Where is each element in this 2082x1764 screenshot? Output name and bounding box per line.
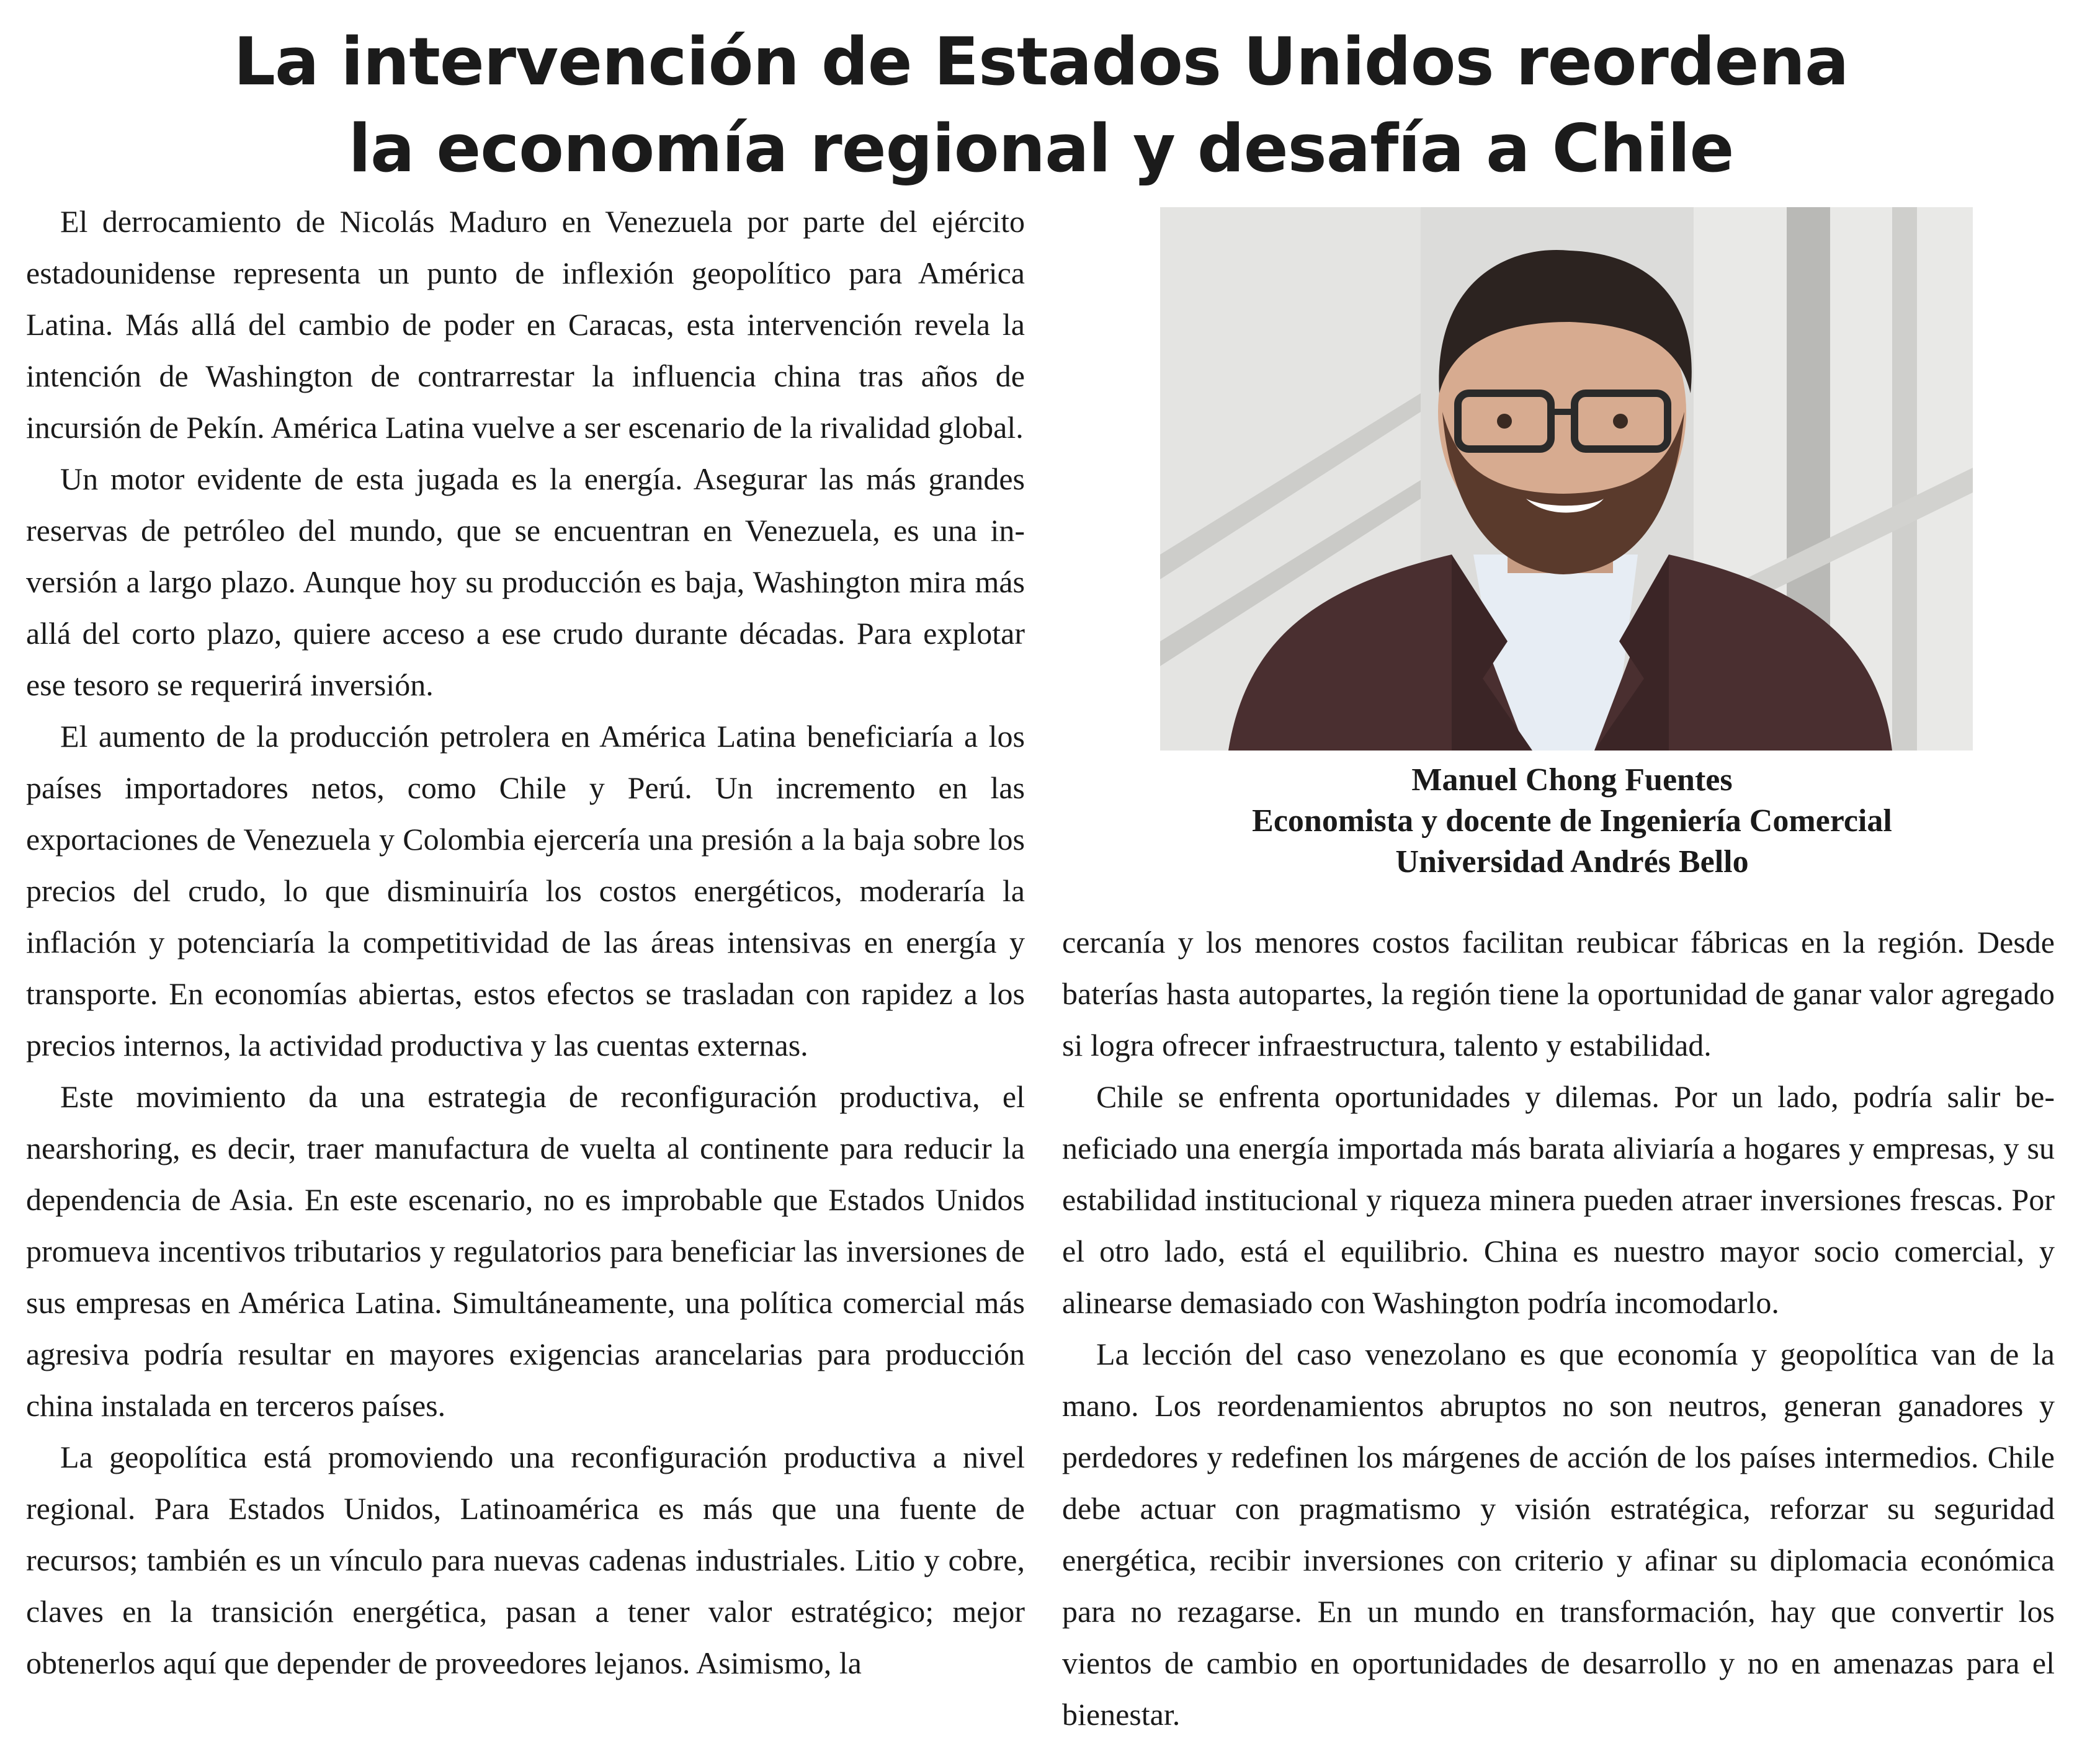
article-paragraph: Este movimiento da una estrategia de reconfiguración productiva, el nearshoring, es decir, traer manufactura de vuelta al continente para reducir la dependencia de Asia. En este escenario, no es improbable que Estados Unidos promueva incentivos tributarios y regulatorios para beneficiar las inversiones de sus empresas en América Latina. Simultáneamente, una política comercial más agresiva podría resultar en mayores exigencias arancelarias para producción china instalada en terceros países.	[26, 1079, 1025, 1423]
article-paragraph-continuation: cercanía y los menores costos facilitan reubicar fábricas en la región. Desde baterías hasta autopartes, la región tiene la oportunidad de ganar valor agregado si logra ofrecer infraestructura, talento y estabilidad.	[1062, 925, 2055, 1062]
article-paragraph: Chile se enfrenta oportunidades y dilemas. Por un lado, podría salir beneficiado una energía importada más barata aliviaría a hogares y empresas, y su estabilidad institucional y riqueza minera pueden atraer inversiones frescas. Por el otro lado, está el equilibrio. China es nuestro mayor socio comercial, y alinearse demasiado con Washington podría incomodarlo.	[1062, 1079, 2055, 1320]
article-paragraph: La geopolítica está promoviendo una reconfiguración productiva a nivel regional. Para Estados Unidos, Latinoamérica es más que una fuente de recursos; también es un vínculo para nuevas cadenas industriales. Litio y cobre, claves en la transición energética, pasan a tener valor estratégico; mejor obtenerlos aquí que depender de proveedores lejanos. Asimismo, la	[26, 1440, 1025, 1680]
article-paragraph: El derrocamiento de Nicolás Maduro en Venezuela por parte del ejército estadounidense representa un punto de inflexión geopolítico para América Latina. Más allá del cambio de poder en Caracas, esta intervención revela la intención de Washington de contrarrestar la influencia china tras años de incursión de Pekín. América Latina vuelve a ser escenario de la rivalidad global.	[26, 204, 1025, 445]
caption-institution: Universidad Andrés Bello	[1395, 844, 1749, 880]
article-column-right	[1062, 917, 2055, 1740]
article-paragraph: El aumento de la producción petrolera en América Latina beneficiaría a los países importadores netos, como Chile y Perú. Un incremento en las exportaciones de Venezuela y Colombia ejercería una presión a la baja sobre los precios del crudo, lo que disminuiría los costos energéticos, moderaría la inflación y potenciaría la competitividad de las áreas intensivas en energía y transporte. En economías abiertas, estos efectos se trasladan con rapidez a los precios internos, la actividad productiva y las cuentas externas.	[26, 719, 1025, 1062]
headline-line-2: la economía regional y desafía a Chile	[348, 110, 1734, 187]
photo-caption	[1062, 760, 2082, 883]
author-photo	[1160, 207, 1973, 751]
caption-name: Manuel Chong Fuentes	[1411, 762, 1733, 798]
caption-role: Economista y docente de Ingeniería Comercial	[1252, 803, 1892, 839]
headline-line-1: La intervención de Estados Unidos reordena	[233, 24, 1849, 100]
article-paragraph: La lección del caso venezolano es que economía y geopolítica van de la mano. Los reordenamientos abruptos no son neutros, generan ganadores y perdedores y redefinen los márgenes de acción de los países intermedios. Chile debe actuar con pragmatismo y visión estratégica, reforzar su seguridad energética, recibir inversiones con criterio y afinar su diplomacia económica para no rezagarse. En un mundo en transformación, hay que convertir los vientos de cambio en oportunidades de desarrollo y no en amenazas para el bienestar.	[1062, 1337, 2055, 1732]
article-paragraph: Un motor evidente de esta jugada es la energía. Asegurar las más grandes reservas de petróleo del mundo, que se encuentran en Venezuela, es una inversión a largo plazo. Aunque hoy su producción es baja, Washington mira más allá del corto plazo, quiere acceso a ese crudo durante décadas. Para explotar ese tesoro se requerirá inversión.	[26, 461, 1025, 702]
article-headline	[0, 19, 2082, 192]
article-column-left	[26, 196, 1025, 1689]
portrait-photo-icon	[1160, 207, 1973, 751]
